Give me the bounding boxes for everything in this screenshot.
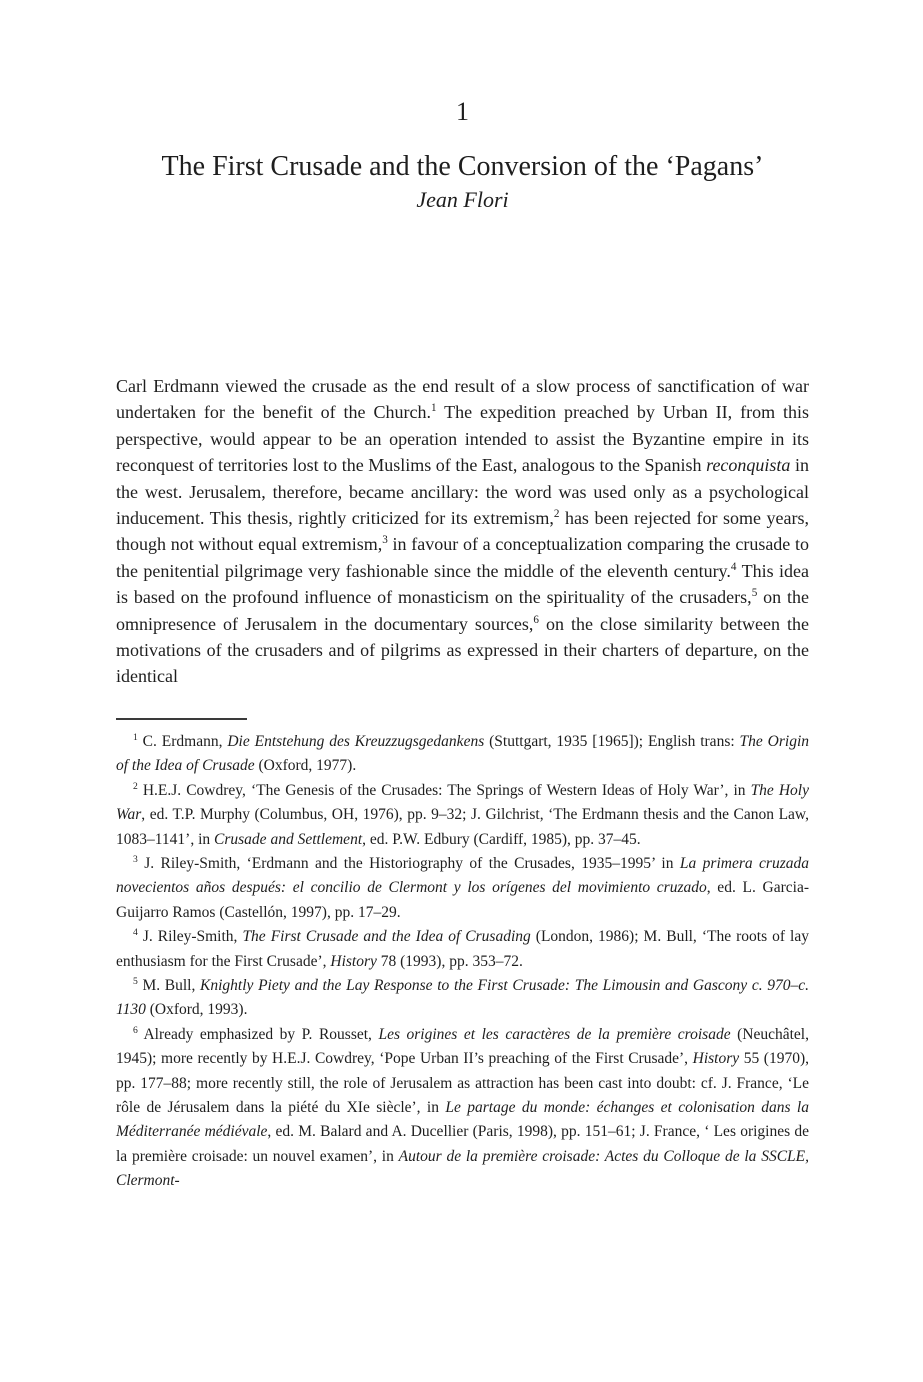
chapter-number: 1 <box>456 97 469 126</box>
footnote-separator-rule <box>116 718 247 720</box>
footnote-5: $^5$ M. Bull, Knightly Piety and the Lay Response to the First Crusade: The Limousin and Gascony c. 970–c. 1130 (Oxford, 1993). <box>116 975 809 1019</box>
chapter-author: Jean Flori <box>416 187 509 212</box>
footnotes-section <box>116 730 809 1194</box>
footnote-4: $^4$ J. Riley-Smith, The First Crusade and the Idea of Crusading (London, 1986); M. Bull, ‘The roots of lay enthusiasm for the First Crusade’, History 78 (1993), pp. 353–72. <box>116 926 809 970</box>
text-column <box>116 0 809 1194</box>
footnote-6: $^6$ Already emphasized by P. Rousset, Les origines et les caractères de la première croisade (Neuchâtel, 1945); more recently by H.E.J. Cowdrey, ‘Pope Urban II’s preaching of the First Crusade’, History 55 (1970), pp. 177–88; more recently still, the role of Jerusalem as attraction has been cast into doubt: cf. J. France, ‘Le rôle de Jérusalem dans la piété du XIe siècle’, in Le partage du monde: échanges et colonisation dans la Méditerranée médiévale, ed. M. Balard and A. Ducellier (Paris, 1998), pp. 151–61; J. France, ‘ Les origines de la première croisade: un nouvel examen’, in Autour de la première croisade: Actes du Colloque de la SSCLE, Clermont- <box>116 1024 809 1190</box>
chapter-title: The First Crusade and the Conversion of the ‘Pagans’ <box>161 151 764 182</box>
body-paragraph: Carl Erdmann viewed the crusade as the end result of a slow process of sanctification of war undertaken for the benefit of the Church.$^1$ The expedition preached by Urban II, from this perspective, would appear to be an operation intended to assist the Byzantine empire in its reconquest of territories lost to the Muslims of the East, analogous to the Spanish reconquista in the west. Jerusalem, therefore, became ancillary: the word was used only as a psychological inducement. This thesis, rightly criticized for its extremism,$^2$ has been rejected for some years, though not without equal extremism,$^3$ in favour of a conceptualization comparing the crusade to the penitential pilgrimage very fashionable since the middle of the eleventh century.$^4$ This idea is based on the profound influence of monasticism on the spirituality of the crusaders,$^5$ on the omnipresence of Jerusalem in the documentary sources,$^6$ on the close similarity between the motivations of the crusaders and of pilgrims as expressed in their charters of departure, on the identical <box>116 376 810 687</box>
footnote-2: $^2$ H.E.J. Cowdrey, ‘The Genesis of the Crusades: The Springs of Western Ideas of Holy War’, in The Holy War, ed. T.P. Murphy (Columbus, OH, 1976), pp. 9–32; J. Gilchrist, ‘The Erdmann thesis and the Canon Law, 1083–1141’, in Crusade and Settlement, ed. P.W. Edbury (Cardiff, 1985), pp. 37–45. <box>116 780 809 848</box>
footnote-3: $^3$ J. Riley-Smith, ‘Erdmann and the Historiography of the Crusades, 1935–1995’ in La primera cruzada novecientos años después: el concilio de Clermont y los orígenes del movimiento cruzado, ed. L. Garcia-Guijarro Ramos (Castellón, 1997), pp. 17–29. <box>116 853 809 921</box>
footnote-1: $^1$ C. Erdmann, Die Entstehung des Kreuzzugsgedankens (Stuttgart, 1935 [1965]); English trans: The Origin of the Idea of Crusade (Oxford, 1977). <box>116 731 810 775</box>
